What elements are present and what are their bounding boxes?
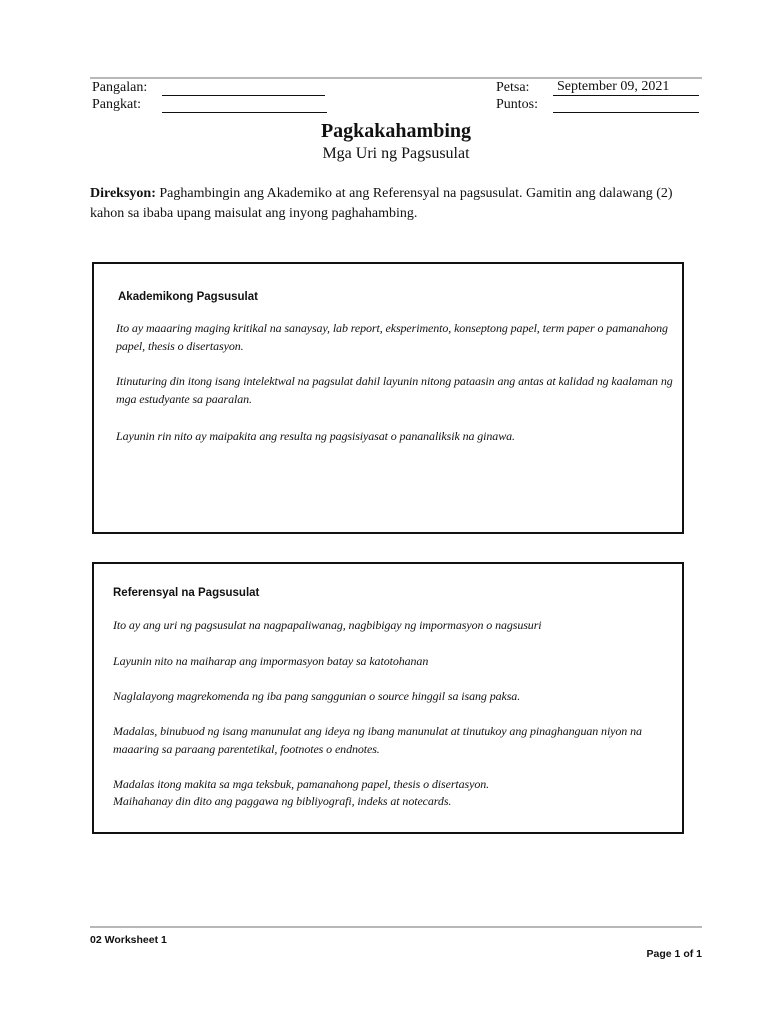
- page-title: Pagkakahambing: [320, 120, 472, 142]
- group-field[interactable]: [162, 112, 327, 113]
- academic-paragraph-1: Ito ay maaaring maging kritikal na sanaysay, lab report, eksperimento, konseptong papel, term paper o pamanahong papel, thesis o disertasyon.: [116, 321, 668, 353]
- date-field[interactable]: [553, 95, 699, 96]
- referential-paragraph-2: Layunin nito na maiharap ang impormasyon batay sa katotohanan: [113, 654, 429, 668]
- footer-rule: [90, 926, 702, 928]
- referential-writing-title: Referensyal na Pagsusulat: [113, 587, 260, 599]
- group-label: Pangkat:: [92, 97, 141, 112]
- name-label: Pangalan:: [92, 80, 148, 95]
- academic-writing-title: Akademikong Pagsusulat: [118, 291, 258, 303]
- referential-paragraph-1: Ito ay ang uri ng pagsusulat na nagpapaliwanag, nagbibigay ng impormasyon o nagsusuri: [113, 618, 542, 632]
- academic-writing-box: [92, 262, 684, 534]
- score-label: Puntos:: [496, 97, 539, 112]
- date-label: Petsa:: [496, 80, 530, 95]
- referential-writing-box: [92, 562, 684, 834]
- score-field[interactable]: [553, 112, 699, 113]
- name-field[interactable]: [162, 95, 325, 96]
- directions-label: Direksyon:: [90, 186, 156, 201]
- academic-paragraph-3: Layunin rin nito ay maipakita ang resulta ng pagsisiyasat o pananaliksik na ginawa.: [116, 429, 515, 443]
- referential-paragraph-3: Naglalayong magrekomenda ng iba pang sanggunian o source hinggil sa isang paksa.: [113, 689, 521, 703]
- referential-paragraph-4: Madalas, binubuod ng isang manunulat ang ideya ng ibang manunulat at tinutukoy ang pinaghanguan niyon na maaaring sa paraang parentetikal, footnotes o endnotes.: [113, 724, 642, 756]
- footer-page-number: Page 1 of 1: [646, 948, 702, 960]
- page-subtitle: Mga Uri ng Pagsusulat: [322, 145, 470, 162]
- directions-text: Paghambingin ang Akademiko at ang Referensyal na pagsusulat. Gamitin ang dalawang (2) kahon sa ibaba upang maisulat ang inyong paghahambing.: [90, 186, 673, 221]
- referential-paragraph-5: Madalas itong makita sa mga teksbuk, pamanahong papel, thesis o disertasyon.: [113, 777, 490, 791]
- referential-paragraph-6: Maihahanay din dito ang paggawa ng bibliyografi, indeks at notecards.: [113, 794, 452, 808]
- academic-paragraph-2: Itinuturing din itong isang intelektwal na pagsulat dahil layunin nitong pataasin ang antas at kalidad ng kaalaman ng mga estudyante sa paaralan.: [116, 374, 673, 406]
- directions: [90, 184, 705, 224]
- date-value: September 09, 2021: [557, 79, 670, 94]
- footer-worksheet-label: 02 Worksheet 1: [90, 934, 167, 946]
